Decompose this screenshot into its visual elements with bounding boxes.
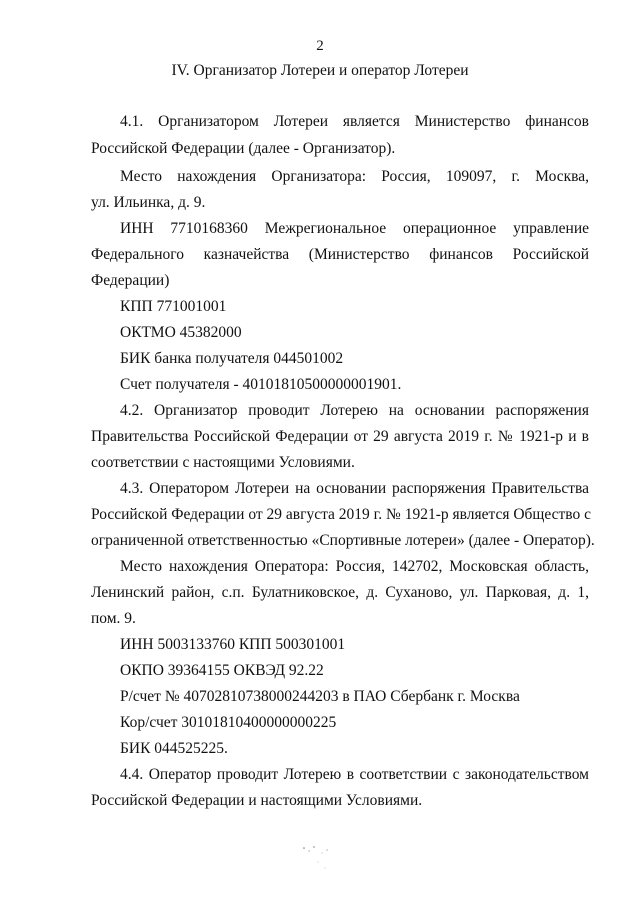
text-line: Р/счет № 40702810738000244203 в ПАО Сбербанк г. Москва [120,688,520,705]
text-line: 4.1. Организатором Лотереи является Министерство финансов [120,113,589,130]
text-line: Место нахождения Оператора: Россия, 142702, Московская область, [120,558,589,575]
text-line: соответствии с настоящими Условиями. [91,454,355,471]
text-line: Счет получателя - 40101810500000001901. [120,376,402,393]
text-line: 4.2. Организатор проводит Лотерею на основании распоряжения [120,402,589,419]
text-line: Место нахождения Организатора: Россия, 109097, г. Москва, [120,168,589,185]
text-line: ОКТМО 45382000 [120,324,242,341]
text-line: Российской Федерации (далее - Организатор). [91,140,396,157]
text-line: Федерации) [91,272,170,289]
text-line: ИНН 5003133760 КПП 500301001 [120,636,346,653]
scan-noise-marks [300,838,340,878]
text-line: ОКПО 39364155 ОКВЭД 92.22 [120,662,324,679]
text-line: ограниченной ответственностью «Спортивные лотереи» (далее - Оператор). [91,532,595,549]
text-line: ул. Ильинка, д. 9. [91,194,206,211]
text-line: Правительства Российской Федерации от 29 августа 2019 г. № 1921-р и в [91,428,589,445]
page-number: 2 [316,38,324,54]
text-line: Российской Федерации от 29 августа 2019 г. № 1921-р является Общество с [91,506,591,523]
text-line: Российской Федерации и настоящими Условиями. [91,792,423,809]
text-line: Федерального казначейства (Министерство финансов Российской [91,246,589,263]
text-line: ИНН 7710168360 Межрегиональное операционное управление [120,220,589,237]
text-line: 4.3. Оператором Лотереи на основании распоряжения Правительства [120,480,589,497]
text-line: КПП 771001001 [120,298,227,315]
text-line: БИК банка получателя 044501002 [120,350,344,367]
text-line: 4.4. Оператор проводит Лотерею в соответствии с законодательством [120,766,589,783]
text-line: Кор/счет 30101810400000000225 [120,714,337,731]
section-title: IV. Организатор Лотереи и оператор Лотереи [171,62,469,79]
text-line: Ленинский район, с.п. Булатниковское, д. Суханово, ул. Парковая, д. 1, [91,584,589,601]
text-line: пом. 9. [91,610,136,627]
text-line: БИК 044525225. [120,740,228,757]
